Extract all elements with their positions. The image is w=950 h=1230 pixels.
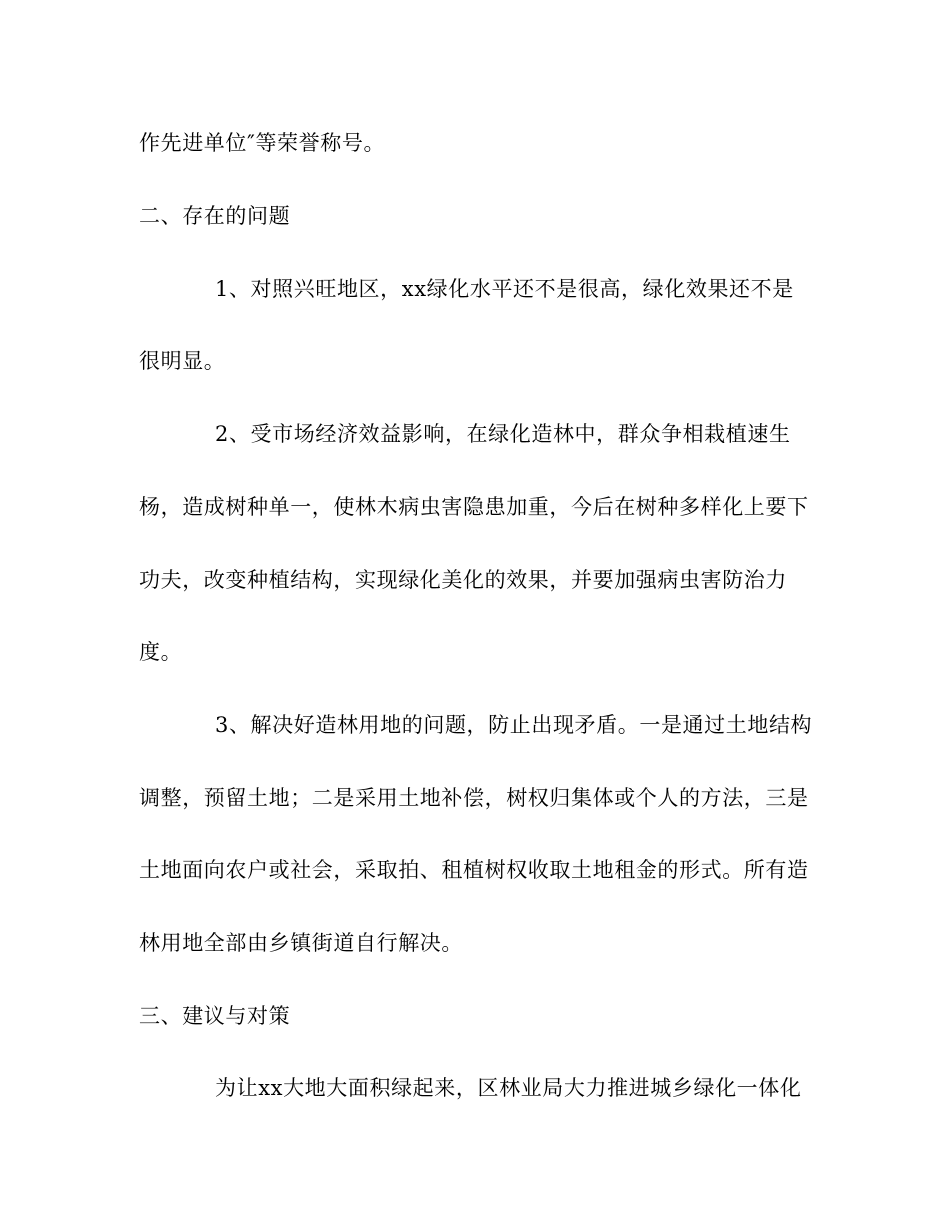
problem-3-line-4: 林用地全部由乡镇街道自行解决。	[139, 931, 463, 955]
problem-3-line-2: 调整，预留土地；二是采用土地补偿，树权归集体或个人的方法，三是	[139, 786, 809, 810]
problem-2-line-4: 度。	[139, 640, 183, 664]
problem-2-line-1: 2、受市场经济效益影响，在绿化造林中，群众争相栽植速生	[215, 422, 791, 446]
problem-1-line-2: 很明显。	[139, 349, 226, 373]
problem-2-line-2: 杨，造成树种单一，使林木病虫害隐患加重，今后在树种多样化上要下	[139, 495, 809, 519]
suggestion-line-1: 为让xx大地大面积绿起来，区林业局大力推进城乡绿化一体化	[215, 1076, 802, 1100]
problem-2-line-3: 功夫，改变种植结构，实现绿化美化的效果，并要加强病虫害防治力	[139, 568, 787, 592]
section-heading-problems: 二、存在的问题	[139, 204, 291, 228]
problem-1-line-1: 1、对照兴旺地区，xx绿化水平还不是很高，绿化效果还不是	[215, 277, 794, 301]
problem-3-line-3: 土地面向农户或社会，采取拍、租植树权收取土地租金的形式。所有造	[139, 858, 809, 882]
paragraph-continuation: 作先进单位″等荣誉称号。	[139, 131, 386, 155]
section-heading-suggestions: 三、建议与对策	[139, 1004, 291, 1028]
problem-3-line-1: 3、解决好造林用地的问题，防止出现矛盾。一是通过土地结构	[215, 713, 813, 737]
